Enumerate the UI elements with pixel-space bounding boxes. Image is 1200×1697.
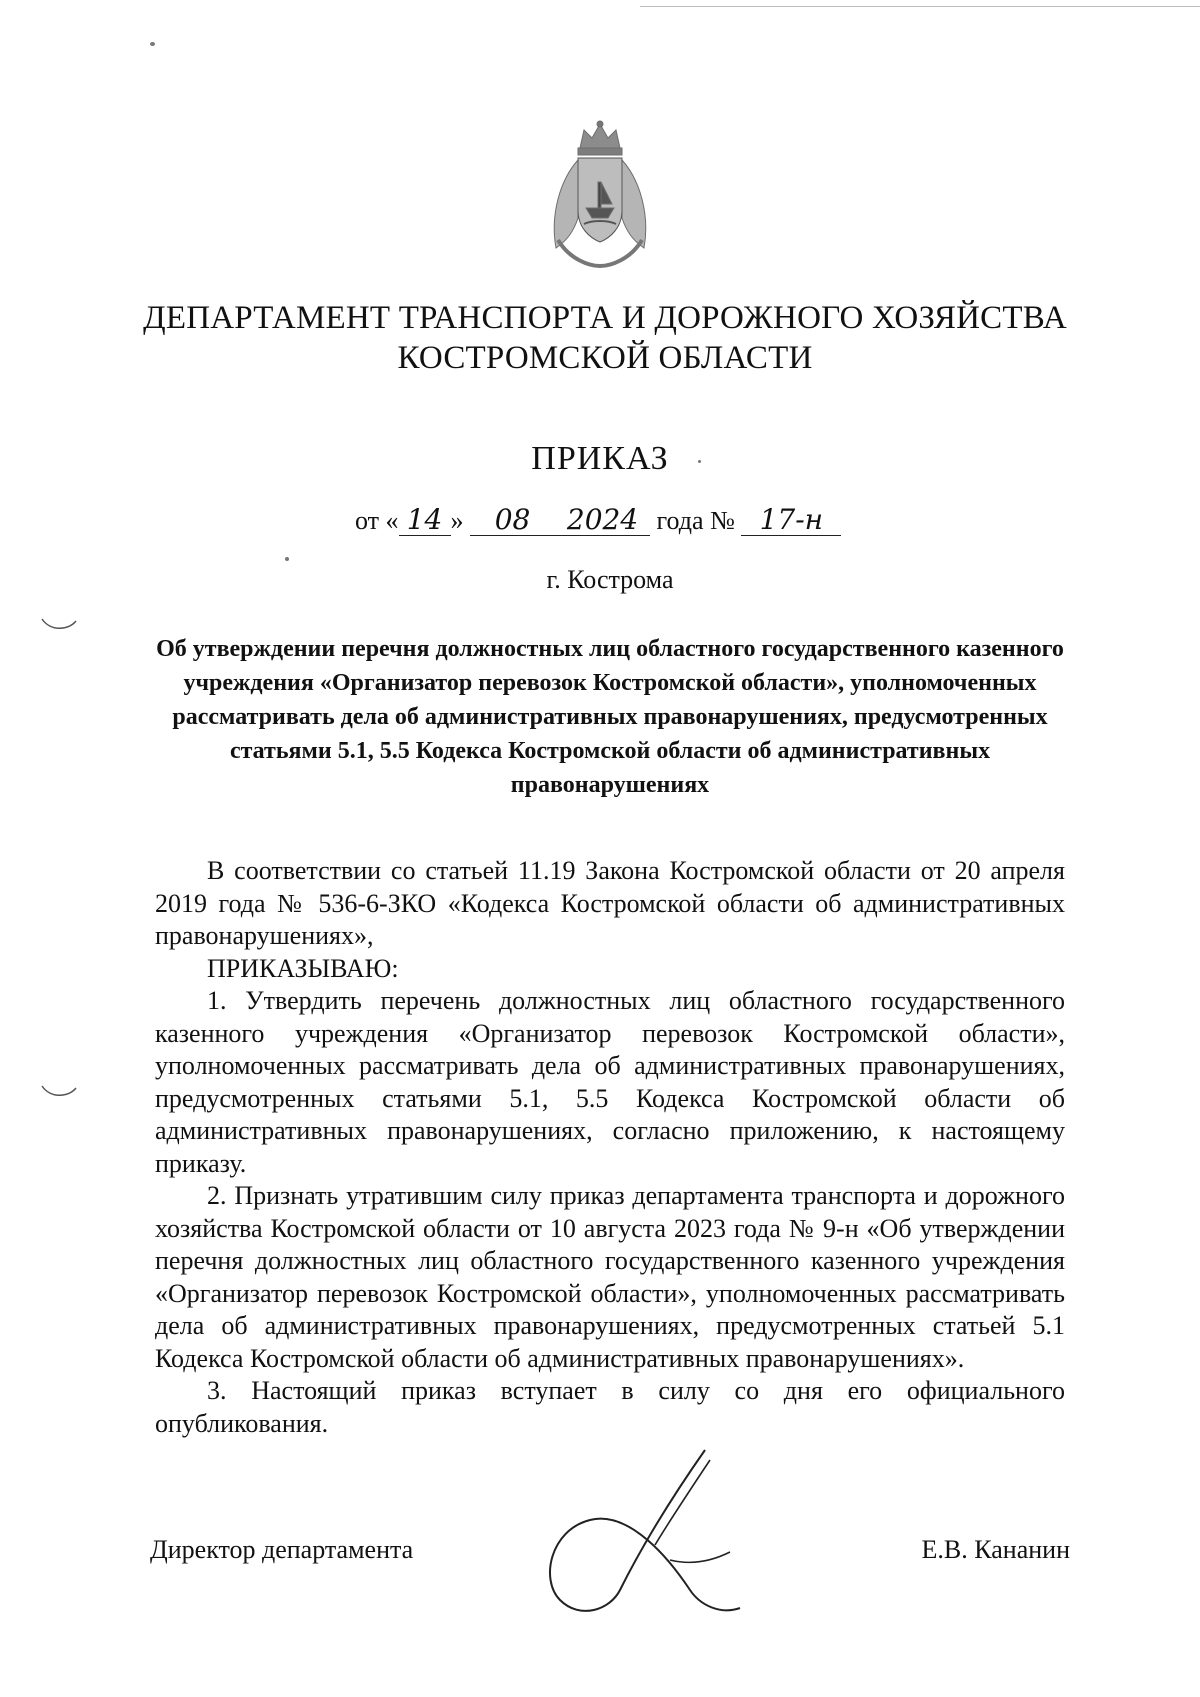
department-line-2: КОСТРОМСКОЙ ОБЛАСТИ	[397, 340, 813, 376]
department-name	[140, 298, 1070, 378]
directive: ПРИКАЗЫВАЮ:	[207, 953, 399, 983]
department-line-1: ДЕПАРТАМЕНТ ТРАНСПОРТА И ДОРОЖНОГО ХОЗЯЙСТВА	[143, 300, 1067, 336]
preamble-paragraph: В соответствии со статьей 11.19 Закона Костромской области от 20 апреля 2019 года № 536-6-ЗКО «Кодекса Костромской области об административных правонарушениях»,	[155, 856, 1065, 950]
order-body	[155, 855, 1065, 1440]
punch-hole-mark	[40, 615, 80, 635]
city: г. Кострома	[546, 565, 674, 594]
coat-of-arms-icon	[540, 120, 660, 270]
order-month: 08	[470, 505, 555, 536]
scan-edge-line	[640, 6, 1200, 7]
order-day: 14	[399, 505, 451, 536]
order-year: 2024	[555, 505, 650, 536]
item-1-paragraph: 1. Утвердить перечень должностных лиц областного государственного казенного учреждения «Организатор перевозок Костромской области», уполномоченных рассматривать дела об административных правонарушениях, предусмотренных статьями 5.1, 5.5 Кодекса Костромской области об административных правонарушениях, согласно приложению, к настоящему приказу.	[155, 986, 1065, 1178]
scan-speck	[698, 460, 701, 463]
quote-close: »	[450, 506, 464, 535]
order-number: 17-н	[741, 505, 841, 536]
punch-hole-mark	[40, 1082, 80, 1102]
signer-name: Е.В. Кананин	[921, 1535, 1070, 1564]
from-label: от «	[355, 506, 399, 535]
order-title: ПРИКАЗ	[531, 440, 669, 477]
scan-speck	[150, 42, 155, 46]
order-date-number-line	[355, 505, 915, 536]
handwritten-signature	[520, 1440, 760, 1640]
order-subject: Об утверждении перечня должностных лиц областного государственного казенного учреждения «Организатор перевозок Костромской области», уполномоченных рассматривать дела об административных правонарушениях, предусмотренных статьями 5.1, 5.5 Кодекса Костромской области об административных правонарушениях	[156, 636, 1064, 798]
scan-speck	[285, 557, 289, 561]
signer-position: Директор департамента	[150, 1535, 414, 1564]
item-2-paragraph: 2. Признать утратившим силу приказ департамента транспорта и дорожного хозяйства Костромской области от 10 августа 2023 года № 9-н «Об утверждении перечня должностных лиц областного государственного казенного учреждения «Организатор перевозок Костромской области», уполномоченных рассматривать дела об административных правонарушениях, предусмотренных статьей 5.1 Кодекса Костромской области об административных правонарушениях».	[155, 1181, 1065, 1373]
year-label: года №	[656, 506, 735, 535]
item-3-paragraph: 3. Настоящий приказ вступает в силу со дня его официального опубликования.	[155, 1376, 1065, 1438]
